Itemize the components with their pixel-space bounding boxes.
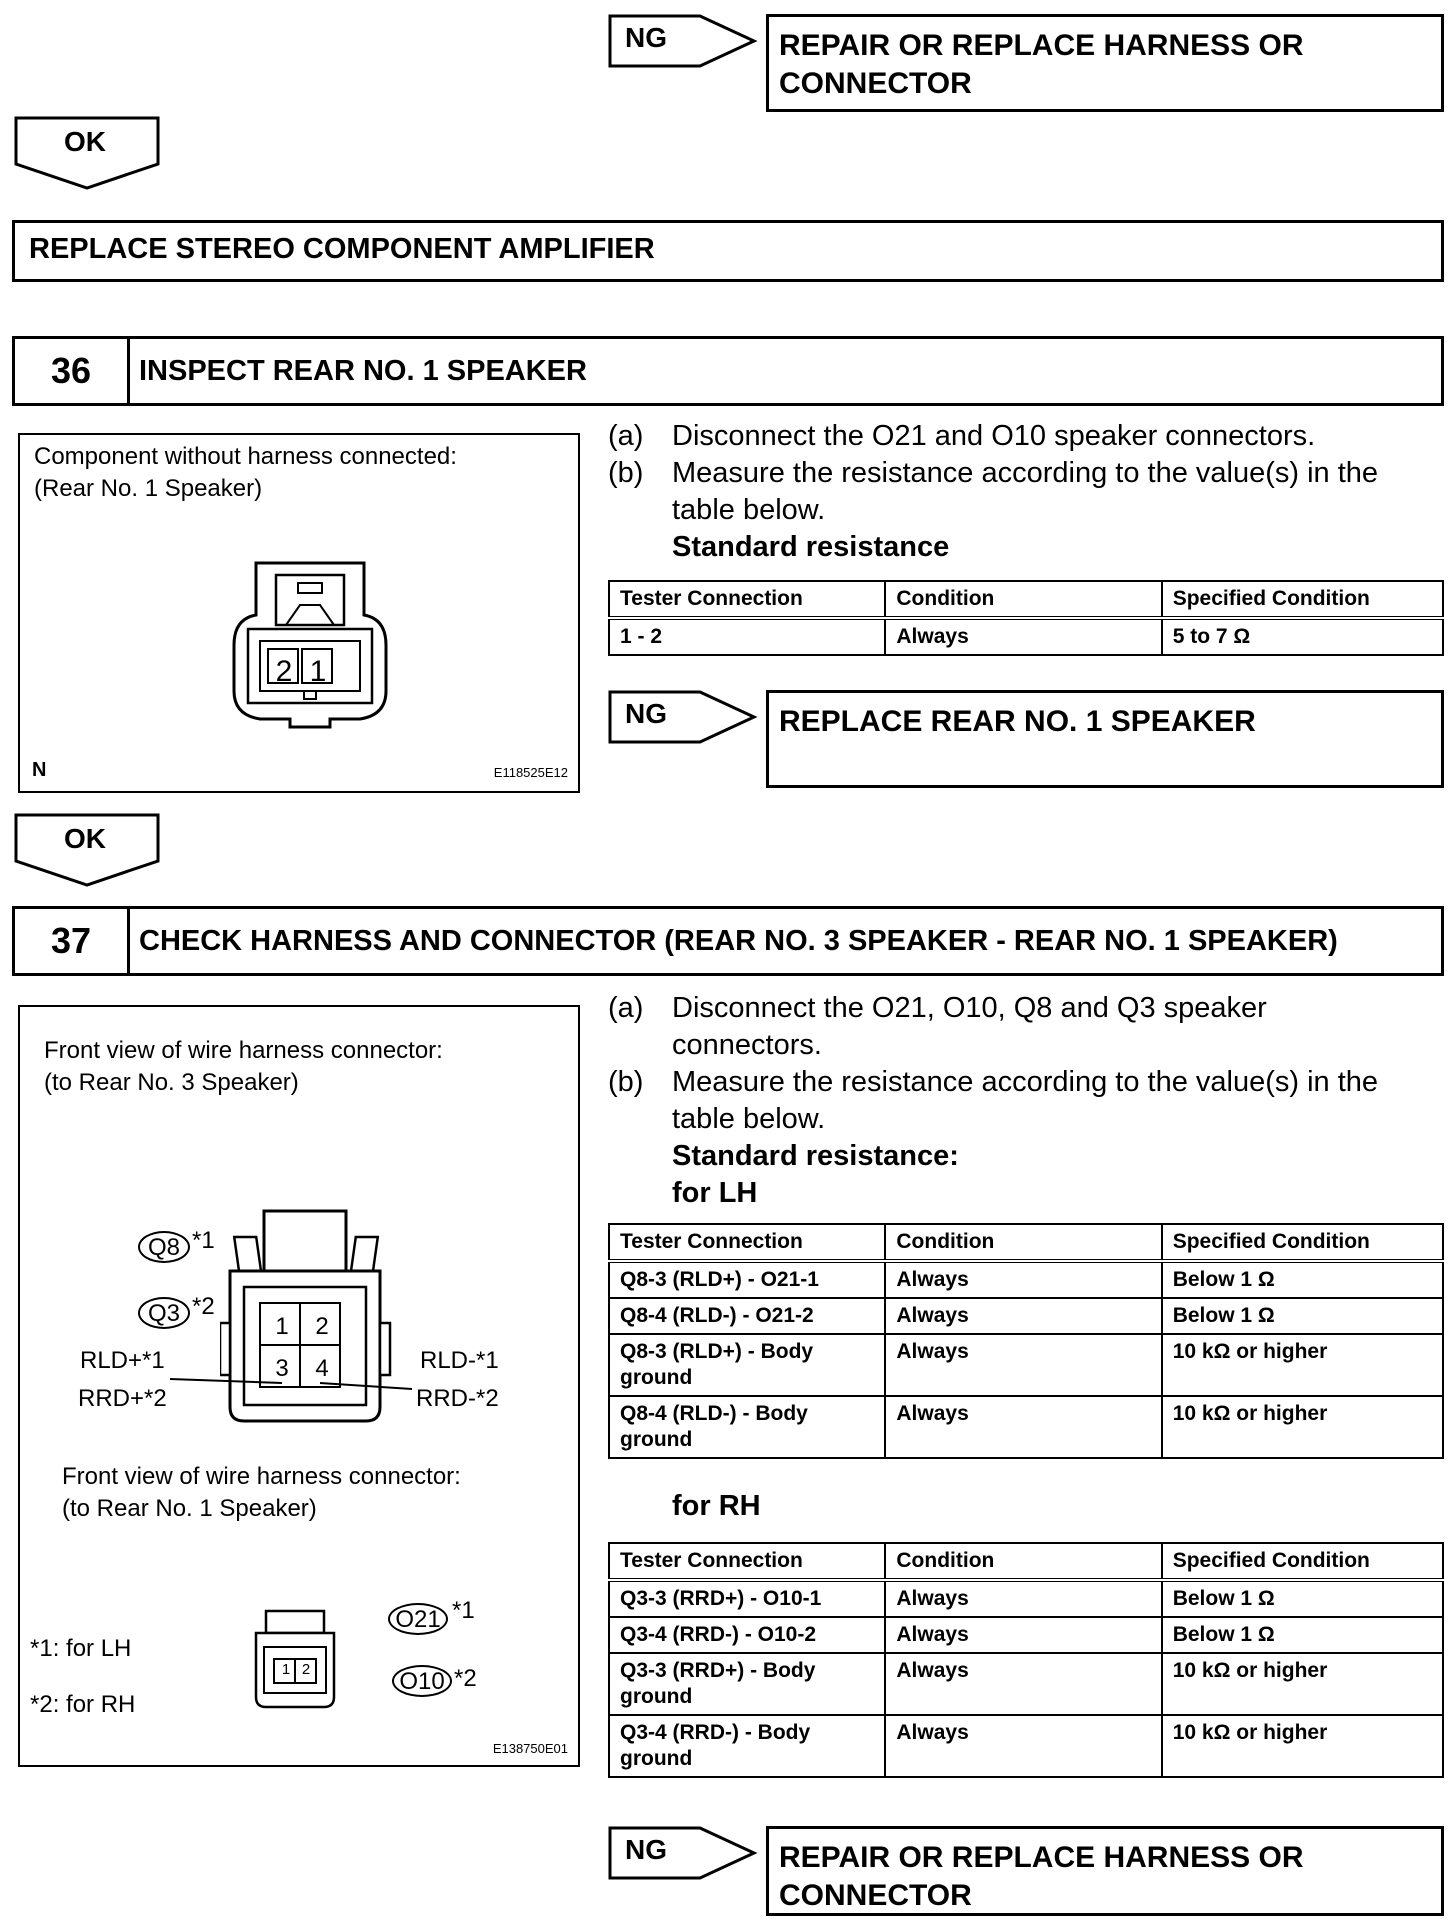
ng-label: NG <box>625 1834 667 1865</box>
instruction-item: (b) Measure the resistance according to the value(s) in the table below. <box>608 457 1379 526</box>
figure-code: E118525E12 <box>493 765 568 780</box>
q8-connector-tag: Q8 <box>138 1231 190 1263</box>
ng-result-box <box>766 14 1444 112</box>
ok-indicator <box>14 813 160 887</box>
step-37-lh-table <box>608 1223 1444 1459</box>
o10-note: *2 <box>454 1665 477 1692</box>
table-header: Condition <box>885 1543 1161 1580</box>
step-36-header <box>12 336 1444 406</box>
ng-result-box <box>766 1826 1444 1916</box>
table-row: Q8-3 (RLD+) - O21-1 Always Below 1 Ω <box>609 1261 1443 1298</box>
table-row: 1 - 2 Always 5 to 7 Ω <box>609 618 1443 655</box>
ng-indicator <box>608 1826 758 1880</box>
step-36-instructions <box>608 418 1444 566</box>
figure-caption-line2: (to Rear No. 3 Speaker) <box>44 1069 299 1096</box>
rrd-minus-label: RRD-*2 <box>416 1385 499 1412</box>
lh-label: for LH <box>672 1177 758 1209</box>
table-header: Condition <box>885 1224 1161 1261</box>
ng-result-text: REPAIR OR REPLACE HARNESS OR CONNECTOR <box>779 1841 1304 1912</box>
step-36-figure <box>18 433 580 793</box>
instruction-item: (a) Disconnect the O21 and O10 speaker connectors. <box>608 420 1316 452</box>
table-header: Specified Condition <box>1162 581 1443 618</box>
table-row: Q3-3 (RRD+) - O10-1 Always Below 1 Ω <box>609 1580 1443 1617</box>
table-row: Q8-3 (RLD+) - Body ground Always 10 kΩ or higher <box>609 1334 1443 1396</box>
o10-connector-tag: O10 <box>392 1665 452 1697</box>
step-number: 36 <box>15 339 130 403</box>
pin-2-label: 2 <box>315 1313 329 1340</box>
pin-1-label: 1 <box>275 1313 289 1340</box>
step-37-instructions <box>608 990 1444 1212</box>
ng-result-box <box>766 690 1444 788</box>
ok-indicator <box>14 116 160 190</box>
figure-caption-line1: Front view of wire harness connector: <box>62 1463 461 1490</box>
note-lh: *1: for LH <box>30 1635 132 1662</box>
o21-note: *1 <box>452 1597 475 1624</box>
ok-label: OK <box>64 823 106 854</box>
ng-result-text: REPAIR OR REPLACE HARNESS OR CONNECTOR <box>779 29 1304 100</box>
note-rh: *2: for RH <box>30 1691 136 1718</box>
q8-note: *1 <box>192 1227 215 1254</box>
replace-amplifier-text: REPLACE STEREO COMPONENT AMPLIFIER <box>29 233 655 265</box>
q3-note: *2 <box>192 1293 215 1320</box>
ok-label: OK <box>64 126 106 157</box>
instruction-item: (a) Disconnect the O21, O10, Q8 and Q3 speaker connectors. <box>608 992 1267 1061</box>
ng-result-text: REPLACE REAR NO. 1 SPEAKER <box>779 705 1256 738</box>
ng-indicator <box>608 690 758 744</box>
table-header: Specified Condition <box>1162 1224 1443 1261</box>
figure-corner-label: N <box>32 759 47 781</box>
figure-caption-line1: Component without harness connected: <box>34 443 457 470</box>
pin-3-label: 3 <box>275 1355 289 1382</box>
figure-caption-line1: Front view of wire harness connector: <box>44 1037 443 1064</box>
rld-minus-label: RLD-*1 <box>420 1347 499 1374</box>
step-36-spec-table <box>608 580 1444 656</box>
standard-resistance-label: Standard resistance <box>672 531 950 563</box>
step-number: 37 <box>15 909 130 973</box>
table-row: Q8-4 (RLD-) - Body ground Always 10 kΩ or higher <box>609 1396 1443 1458</box>
table-header: Tester Connection <box>609 1543 885 1580</box>
figure-caption-line2: (Rear No. 1 Speaker) <box>34 475 263 502</box>
step-37-header <box>12 906 1444 976</box>
pin-1-label: 1 <box>309 655 327 688</box>
pin-2-label: 2 <box>275 655 293 688</box>
table-header: Tester Connection <box>609 1224 885 1261</box>
rrd-plus-label: RRD+*2 <box>78 1385 167 1412</box>
rld-plus-label: RLD+*1 <box>80 1347 165 1374</box>
step-37-figure <box>18 1005 580 1767</box>
table-row: Q3-4 (RRD-) - O10-2 Always Below 1 Ω <box>609 1617 1443 1653</box>
step-37-rh-table <box>608 1542 1444 1778</box>
table-header: Condition <box>885 581 1161 618</box>
step-title: INSPECT REAR NO. 1 SPEAKER <box>139 354 587 387</box>
small-pin-2-label: 2 <box>301 1661 311 1678</box>
ng-indicator <box>608 14 758 68</box>
o21-connector-tag: O21 <box>388 1603 448 1635</box>
ng-label: NG <box>625 698 667 729</box>
table-row: Q3-3 (RRD+) - Body ground Always 10 kΩ or higher <box>609 1653 1443 1715</box>
ng-label: NG <box>625 22 667 53</box>
figure-caption-line2: (to Rear No. 1 Speaker) <box>62 1495 317 1522</box>
figure-code: E138750E01 <box>492 1741 568 1756</box>
table-header: Specified Condition <box>1162 1543 1443 1580</box>
table-header: Tester Connection <box>609 581 885 618</box>
table-row: Q8-4 (RLD-) - O21-2 Always Below 1 Ω <box>609 1298 1443 1334</box>
q3-connector-tag: Q3 <box>138 1297 190 1329</box>
rh-label: for RH <box>672 1490 761 1522</box>
step-title: CHECK HARNESS AND CONNECTOR (REAR NO. 3 SPEAKER - REAR NO. 1 SPEAKER) <box>139 924 1338 957</box>
small-pin-1-label: 1 <box>281 1661 291 1678</box>
speaker-connector-diagram <box>220 555 400 735</box>
table-row: Q3-4 (RRD-) - Body ground Always 10 kΩ or higher <box>609 1715 1443 1777</box>
instruction-item: (b) Measure the resistance according to the value(s) in the table below. <box>608 1066 1379 1135</box>
pin-4-label: 4 <box>315 1355 329 1382</box>
replace-amplifier-box <box>12 220 1444 282</box>
standard-resistance-label: Standard resistance: <box>672 1140 959 1172</box>
